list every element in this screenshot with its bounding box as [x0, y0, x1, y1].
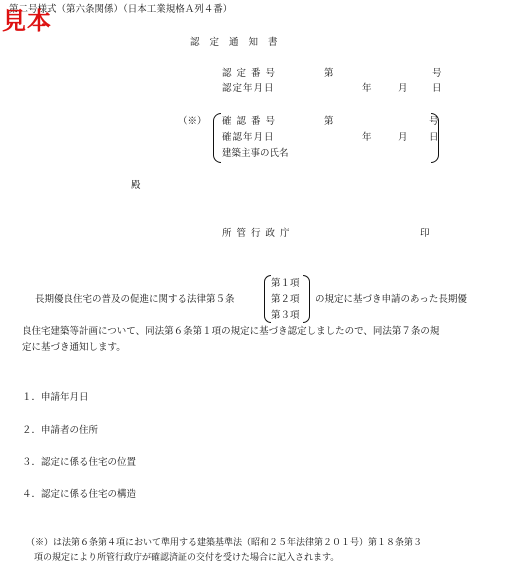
- sample-stamp: 見本: [2, 7, 52, 35]
- options-left-brace: [264, 275, 271, 323]
- building-official-label: 建築主事の氏名: [222, 148, 289, 159]
- confirm-number-label: 確認番号: [222, 116, 281, 127]
- footnote-line1: （※）は法第６条第４項において準用する建築基準法（昭和２５年法律第２０１号）第１８条第３: [26, 538, 423, 548]
- cert-number-suffix: 号: [432, 68, 442, 79]
- page-title: 認定通知書: [190, 37, 288, 48]
- option-clause-1: 第１項: [271, 278, 300, 289]
- list-item: ４．認定に係る住宅の構造: [22, 489, 137, 500]
- confirm-year: 年: [362, 132, 372, 143]
- body-line1-post: の規定に基づき申請のあった長期優: [315, 294, 467, 305]
- body-line1-pre: 長期優良住宅の普及の促進に関する法律第５条: [35, 294, 235, 305]
- cert-date-label: 認定年月日: [222, 83, 275, 94]
- confirm-number-suffix: 号: [429, 116, 439, 127]
- confirm-month: 月: [398, 132, 408, 143]
- confirm-day: 日: [429, 132, 439, 143]
- addressee-honorific: 殿: [131, 180, 141, 191]
- seal-mark: 印: [420, 228, 430, 239]
- options-right-brace: [303, 275, 310, 323]
- list-item: ２．申請者の住所: [22, 425, 99, 436]
- list-item: １．申請年月日: [22, 392, 89, 403]
- option-clause-3: 第３項: [271, 310, 300, 321]
- confirm-number-prefix: 第: [324, 116, 334, 127]
- confirm-date-label: 確認年月日: [222, 132, 275, 143]
- form-number: 第二号様式（第六条関係）（日本工業規格Ａ列４番）: [9, 4, 233, 15]
- cert-month: 月: [398, 83, 408, 94]
- cert-number-prefix: 第: [324, 68, 334, 79]
- body-line2: 良住宅建築等計画について、同法第６条第１項の規定に基づき認定しましたので、同法第７条の規: [22, 326, 440, 337]
- cert-number-label: 認定番号: [222, 68, 281, 79]
- footnote-line2: 項の規定により所管行政庁が確認済証の交付を受けた場合に記入されます。: [34, 553, 340, 563]
- authority-label: 所管行政庁: [222, 228, 295, 239]
- cert-year: 年: [362, 83, 372, 94]
- cert-day: 日: [432, 83, 442, 94]
- confirm-mark: （※）: [178, 116, 207, 127]
- list-item: ３．認定に係る住宅の位置: [22, 457, 137, 468]
- left-brace: [213, 113, 221, 163]
- option-clause-2: 第２項: [271, 294, 300, 305]
- body-line3: 定に基づき通知します。: [22, 342, 126, 353]
